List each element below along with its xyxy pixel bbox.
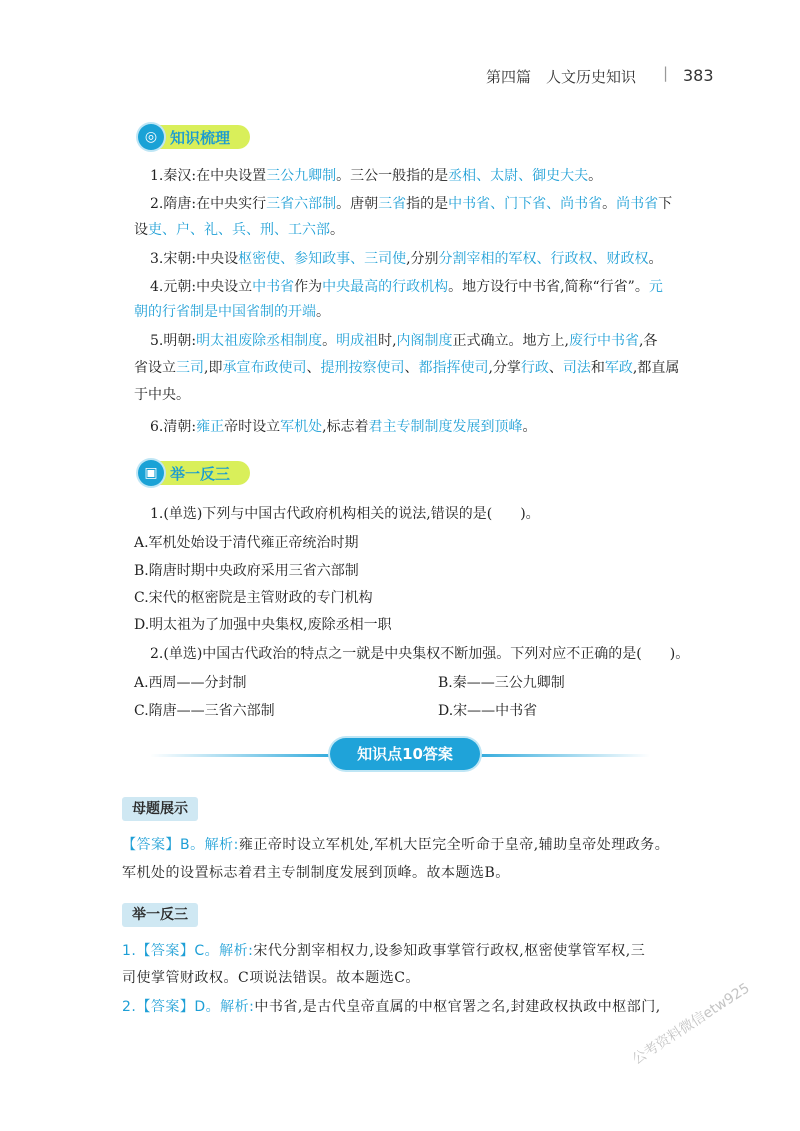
banner-line-left xyxy=(150,754,350,757)
answer-1-line-1: 1.【答案】C。解析:宋代分割宰相权力,设参知政事掌管行政权,枢密使掌管军权,三 xyxy=(122,943,646,959)
knowledge-badge xyxy=(138,125,250,149)
knowledge-title: 知识梳理 xyxy=(170,129,231,147)
q2-option-c: C.隋唐——三省六部制 xyxy=(134,703,275,719)
q1-option-d: D.明太祖为了加强中央集权,废除丞相一职 xyxy=(134,617,392,633)
mother-question-tag: 母题展示 xyxy=(122,797,198,821)
knowledge-icon: ◎ xyxy=(138,124,164,150)
mother-answer-line-1: 【答案】B。解析:雍正帝时设立军机处,军机大臣完全听命于皇帝,辅助皇帝处理政务。 xyxy=(122,837,670,853)
section-title: 第四篇 人文历史知识 xyxy=(486,68,637,86)
knowledge-line-8: 省设立三司,即承宣布政使司、提刑按察使司、都指挥使司,分掌行政、司法和军政,都直属 xyxy=(134,360,680,376)
answer-1-line-2: 司使掌管财政权。C项说法错误。故本题选C。 xyxy=(122,970,420,986)
q2-option-d: D.宋——中书省 xyxy=(438,703,538,719)
practice-badge xyxy=(138,461,250,485)
q1-option-a: A.军机处始设于清代雍正帝统治时期 xyxy=(134,535,359,551)
knowledge-line-10: 6.清朝:雍正帝时设立军机处,标志着君主专制制度发展到顶峰。 xyxy=(150,419,537,435)
practice-title: 举一反三 xyxy=(170,465,231,483)
watermark: 公考资料微信etw925 xyxy=(629,980,753,1068)
practice-answer-tag: 举一反三 xyxy=(122,903,198,927)
practice-icon: ▣ xyxy=(138,460,164,486)
q2-option-b: B.秦——三公九卿制 xyxy=(438,675,565,691)
q2-option-a: A.西周——分封制 xyxy=(134,675,247,691)
q1-option-b: B.隋唐时期中央政府采用三省六部制 xyxy=(134,563,359,579)
answer-2-line-1: 2.【答案】D。解析:中书省,是古代皇帝直属的中枢官署之名,封建政权执政中枢部门, xyxy=(122,999,661,1015)
page-number: 383 xyxy=(683,66,714,85)
q1-option-c: C.宋代的枢密院是主管财政的专门机构 xyxy=(134,590,373,606)
knowledge-line-9: 于中央。 xyxy=(134,387,190,403)
question-1-stem: 1.(单选)下列与中国古代政府机构相关的说法,错误的是( )。 xyxy=(150,506,540,522)
knowledge-line-5: 4.元朝:中央设立中书省作为中央最高的行政机构。地方设行中书省,简称“行省”。元 xyxy=(150,279,663,295)
knowledge-line-6: 朝的行省制是中国省制的开端。 xyxy=(134,304,330,320)
knowledge-line-3: 设吏、户、礼、兵、刑、工六部。 xyxy=(134,222,344,238)
knowledge-line-1: 1.秦汉:在中央设置三公九卿制。三公一般指的是丞相、太尉、御史大夫。 xyxy=(150,168,603,184)
header-separator: | xyxy=(663,64,669,82)
banner-line-right xyxy=(460,754,650,757)
mother-answer-line-2: 军机处的设置标志着君主专制制度发展到顶峰。故本题选B。 xyxy=(122,865,510,881)
page-header xyxy=(470,66,730,90)
answer-banner: 知识点10答案 xyxy=(330,738,480,770)
question-2-stem: 2.(单选)中国古代政治的特点之一就是中央集权不断加强。下列对应不正确的是( )。 xyxy=(150,646,690,662)
knowledge-line-7: 5.明朝:明太祖废除丞相制度。明成祖时,内阁制度正式确立。地方上,废行中书省,各 xyxy=(150,333,658,349)
knowledge-line-2: 2.隋唐:在中央实行三省六部制。唐朝三省指的是中书省、门下省、尚书省。尚书省下 xyxy=(150,196,673,212)
knowledge-line-4: 3.宋朝:中央设枢密使、参知政事、三司使,分别分割宰相的军权、行政权、财政权。 xyxy=(150,251,663,267)
